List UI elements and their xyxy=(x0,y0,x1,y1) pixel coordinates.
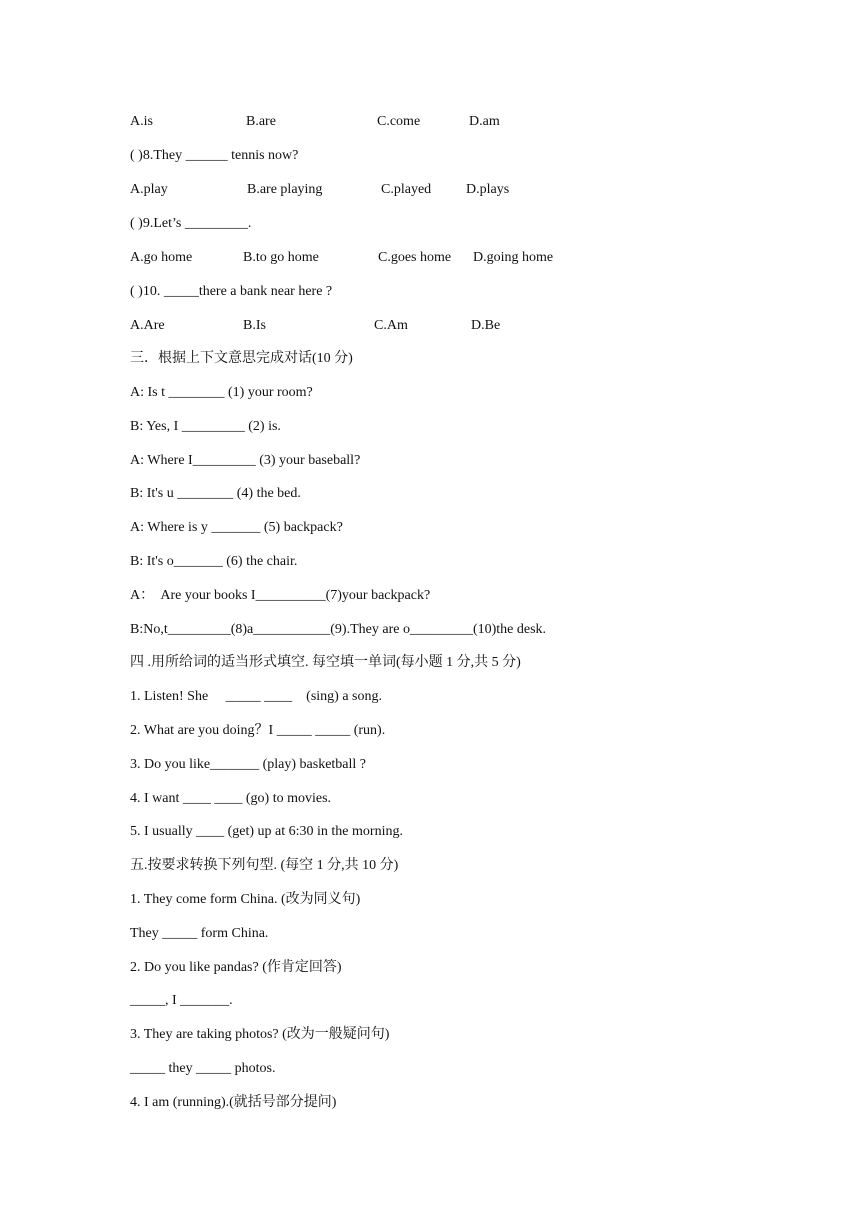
transform-item: 3. They are taking photos? (改为一般疑问句) xyxy=(130,1027,390,1042)
option-d: D.plays xyxy=(466,182,510,197)
transform-item: 1. They come form China. (改为同义句) xyxy=(130,892,361,907)
dialogue-line: A: Where is y _______ (5) backpack? xyxy=(130,520,343,535)
question-9-stem: ( )9.Let’s _________. xyxy=(130,216,252,231)
question-10-stem: ( )10. _____there a bank near here ? xyxy=(130,284,333,299)
option-a: A.play xyxy=(130,182,168,197)
option-d: D.am xyxy=(469,114,500,129)
section-3-heading: 三．根据上下文意思完成对话(10 分) xyxy=(130,351,353,366)
option-d: D.going home xyxy=(473,250,554,265)
option-b: B.are playing xyxy=(247,182,323,197)
fill-in-item: 4. I want ____ ____ (go) to movies. xyxy=(130,791,332,806)
dialogue-line: B: Yes, I _________ (2) is. xyxy=(130,419,281,434)
transform-item: 2. Do you like pandas? (作肯定回答) xyxy=(130,960,342,975)
fill-in-item: 2. What are you doing？I _____ _____ (run). xyxy=(130,723,386,738)
option-c: C.played xyxy=(381,182,432,197)
option-b: B.Is xyxy=(243,318,266,333)
option-a: A.Are xyxy=(130,318,165,333)
option-c: C.goes home xyxy=(378,250,452,265)
transform-item: 4. I am (running).(就括号部分提问) xyxy=(130,1095,337,1110)
transform-answer: _____, I _______. xyxy=(130,993,233,1008)
section-5-heading: 五.按要求转换下列句型. (每空 1 分,共 10 分) xyxy=(130,858,399,873)
transform-answer: They _____ form China. xyxy=(130,926,269,941)
dialogue-line: A: Where I_________ (3) your baseball? xyxy=(130,453,361,468)
option-b: B.to go home xyxy=(243,250,319,265)
fill-in-item: 3. Do you like_______ (play) basketball ? xyxy=(130,757,367,772)
dialogue-line: B:No,t_________(8)a___________(9).They are o_________(10)the desk. xyxy=(130,622,547,637)
option-a: A.is xyxy=(130,114,153,129)
option-d: D.Be xyxy=(471,318,501,333)
transform-answer: _____ they _____ photos. xyxy=(130,1061,276,1076)
fill-in-item: 5. I usually ____ (get) up at 6:30 in the morning. xyxy=(130,824,403,839)
fill-in-item: 1. Listen! She _____ ____ (sing) a song. xyxy=(130,689,382,704)
option-c: C.come xyxy=(377,114,421,129)
option-a: A.go home xyxy=(130,250,193,265)
dialogue-line: B: It's o_______ (6) the chair. xyxy=(130,554,298,569)
dialogue-line: A： Are your books I__________(7)your backpack? xyxy=(130,588,431,603)
section-4-heading: 四 .用所给词的适当形式填空. 每空填一单词(每小题 1 分,共 5 分) xyxy=(130,655,521,670)
question-8-stem: ( )8.They ______ tennis now? xyxy=(130,148,299,163)
option-b: B.are xyxy=(246,114,276,129)
dialogue-line: B: It's u ________ (4) the bed. xyxy=(130,486,301,501)
dialogue-line: A: Is t ________ (1) your room? xyxy=(130,385,313,400)
option-c: C.Am xyxy=(374,318,408,333)
